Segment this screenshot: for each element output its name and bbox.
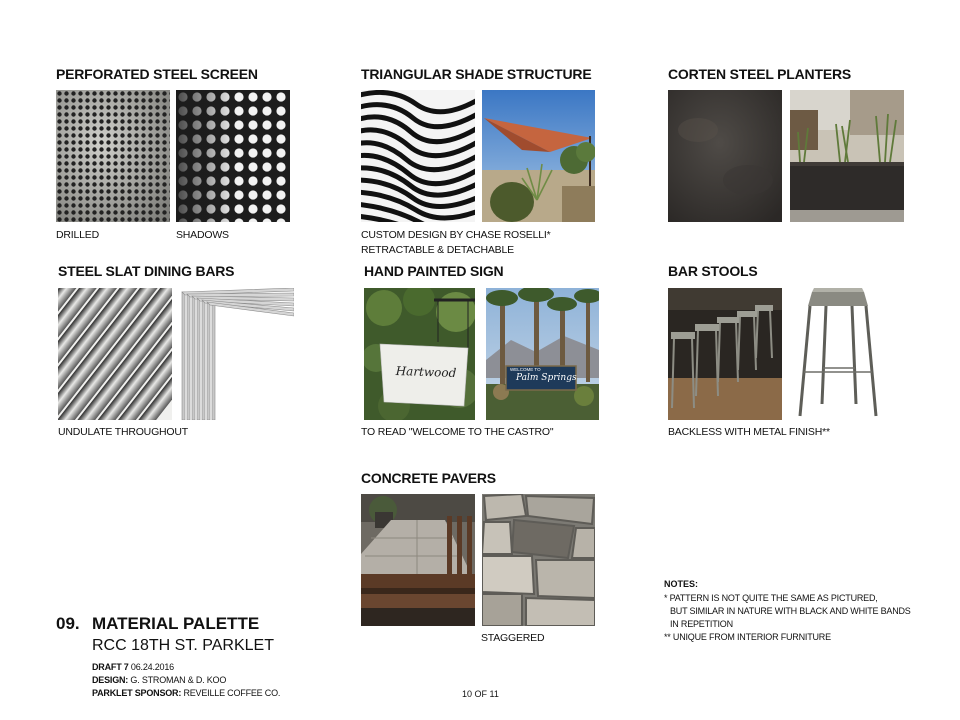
draft-date: 06.24.2016 <box>130 662 174 672</box>
notes-title: NOTES: <box>664 579 699 589</box>
corten-texture-photo <box>668 90 782 222</box>
bar-stools-row-photo <box>668 288 782 420</box>
drilled-caption: DRILLED <box>56 229 99 241</box>
corten-planter-photo <box>790 90 904 222</box>
hartwood-sign-text: Hartwood <box>395 363 457 381</box>
note-line-2: BUT SIMILAR IN NATURE WITH BLACK AND WHITE BANDS <box>670 606 911 616</box>
shadows-screen-photo <box>176 90 290 222</box>
drilled-screen-photo <box>56 90 170 222</box>
sponsor-value: REVEILLE COFFEE CO. <box>183 688 281 698</box>
shadows-caption: SHADOWS <box>176 229 229 241</box>
steel-slat-bench-photo <box>180 288 294 420</box>
corten-steel-planters-heading: CORTEN STEEL PLANTERS <box>668 66 852 82</box>
staggered-pavers-photo <box>482 494 595 626</box>
design-line <box>92 675 226 685</box>
section-number: 09. <box>56 614 80 633</box>
shade-caption-line2: RETRACTABLE & DETACHABLE <box>361 244 514 256</box>
hartwood-sign-photo <box>364 288 475 420</box>
palm-springs-sign-small-text: WELCOME TO <box>510 367 541 372</box>
palm-springs-sign-photo <box>486 288 599 420</box>
sign-caption: TO READ "WELCOME TO THE CASTRO" <box>361 426 554 438</box>
shade-caption-line1: CUSTOM DESIGN BY CHASE ROSELLI* <box>361 229 551 241</box>
bar-stool-single-photo <box>796 288 880 420</box>
page-title: MATERIAL PALETTE <box>92 614 260 633</box>
note-line-3: IN REPETITION <box>670 619 733 629</box>
pavers-caption: STAGGERED <box>481 632 545 644</box>
zebra-pattern-photo <box>361 90 475 222</box>
perforated-steel-screen-heading: PERFORATED STEEL SCREEN <box>56 66 258 82</box>
slat-caption: UNDULATE THROUGHOUT <box>58 426 188 438</box>
design-label: DESIGN: <box>92 675 129 685</box>
page-number: 10 OF 11 <box>462 689 499 699</box>
draft-line <box>92 662 174 672</box>
steel-slat-closeup-photo <box>58 288 172 420</box>
draft-label: DRAFT 7 <box>92 662 129 672</box>
triangular-shade-structure-heading: TRIANGULAR SHADE STRUCTURE <box>361 66 592 82</box>
note-line-1: * PATTERN IS NOT QUITE THE SAME AS PICTURED, <box>664 593 878 603</box>
steel-slat-dining-bars-heading: STEEL SLAT DINING BARS <box>58 263 235 279</box>
bar-stools-heading: BAR STOOLS <box>668 263 758 279</box>
shade-sail-photo <box>482 90 595 222</box>
hand-painted-sign-heading: HAND PAINTED SIGN <box>364 263 504 279</box>
stools-caption: BACKLESS WITH METAL FINISH** <box>668 426 830 438</box>
project-subtitle: RCC 18TH ST. PARKLET <box>92 637 274 654</box>
palm-springs-sign-text: Palm Springs <box>516 373 577 383</box>
sponsor-label: PARKLET SPONSOR: <box>92 688 182 698</box>
sponsor-line <box>92 688 280 698</box>
design-value: G. STROMAN & D. KOO <box>130 675 227 685</box>
concrete-pavers-heading: CONCRETE PAVERS <box>361 470 496 486</box>
note-line-4: ** UNIQUE FROM INTERIOR FURNITURE <box>664 632 831 642</box>
paver-walkway-photo <box>361 494 475 626</box>
